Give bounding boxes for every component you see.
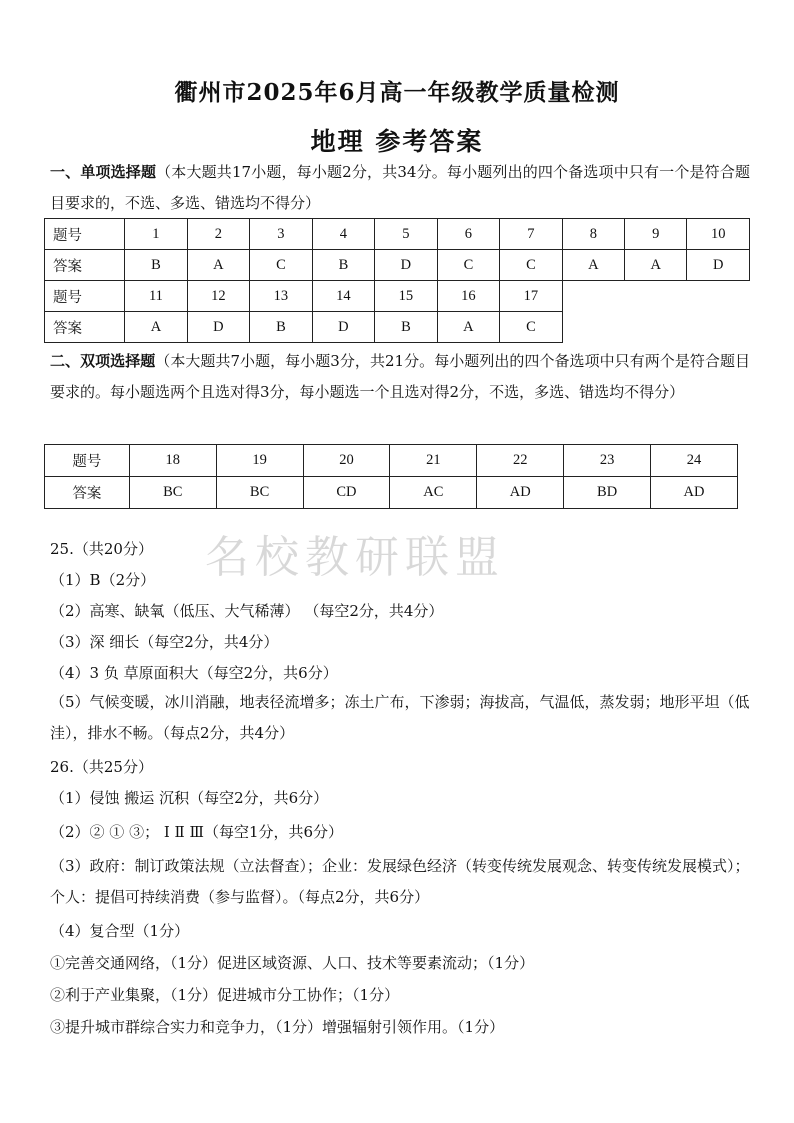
- question-number: 6: [437, 219, 500, 250]
- section1-description: （本大题共17小题，每小题2分，共34分。每小题列出的四个备选项中只有一个是符合题目要求的，不选、多选、错选均不得分）: [50, 163, 750, 212]
- answer-cell: C: [250, 250, 313, 281]
- question-number: 12: [187, 281, 250, 312]
- section1-heading: 一、单项选择题: [50, 163, 157, 181]
- table-row: [45, 250, 750, 281]
- answer-cell: A: [625, 250, 687, 281]
- q25-answer-line: （3）深 细长（每空2分，共4分）: [50, 633, 279, 651]
- question-number: 8: [562, 219, 624, 250]
- empty-cell: [562, 281, 624, 312]
- answer-cell: A: [187, 250, 250, 281]
- question-number: 17: [500, 281, 563, 312]
- q26-answer-line: ②利于产业集聚，（1分）促进城市分工协作；（1分）: [50, 986, 400, 1004]
- question-number: 5: [375, 219, 438, 250]
- row-label-question: 题号: [45, 445, 130, 477]
- q25-answer-line: （4）3 负 草原面积大（每空2分，共6分）: [50, 664, 338, 682]
- question-number: 19: [216, 445, 303, 477]
- question-number: 23: [564, 445, 651, 477]
- answer-cell: C: [500, 250, 563, 281]
- answer-cell: AC: [390, 477, 477, 509]
- single-choice-answer-table: [44, 218, 750, 343]
- question-number: 3: [250, 219, 313, 250]
- question-number: 7: [500, 219, 563, 250]
- document-title: 衢州市2025年6月高一年级教学质量检测: [174, 79, 620, 106]
- q25-heading: 25.（共20分）: [50, 540, 153, 558]
- section2-intro: [50, 346, 750, 408]
- q26-answer-line: ③提升城市群综合实力和竞争力，（1分）增强辐射引领作用。（1分）: [50, 1018, 505, 1036]
- answer-cell: B: [250, 312, 313, 343]
- table-row: [45, 312, 750, 343]
- answer-cell: B: [375, 312, 438, 343]
- question-number: 11: [125, 281, 187, 312]
- section2-description: （本大题共7小题，每小题3分，共21分。每小题列出的四个备选项中只有两个是符合题目要求的。每小题选两个且选对得3分，每小题选一个且选对得2分，不选，多选、错选均不得分）: [50, 352, 750, 401]
- question-number: 18: [129, 445, 216, 477]
- empty-cell: [562, 312, 624, 343]
- double-choice-answer-table: [44, 444, 738, 509]
- answer-cell: A: [437, 312, 500, 343]
- answer-cell: C: [437, 250, 500, 281]
- answer-cell: AD: [477, 477, 564, 509]
- question-number: 20: [303, 445, 390, 477]
- q25-answer-line: （1）B（2分）: [50, 571, 156, 589]
- q26-answer-line: ①完善交通网络，（1分）促进区域资源、人口、技术等要素流动；（1分）: [50, 954, 535, 972]
- table-row: [45, 219, 750, 250]
- row-label-question: 题号: [45, 219, 125, 250]
- q26-answer-line: （4）复合型（1分）: [50, 922, 190, 940]
- empty-cell: [687, 312, 750, 343]
- empty-cell: [687, 281, 750, 312]
- question-number: 2: [187, 219, 250, 250]
- answer-cell: D: [375, 250, 438, 281]
- question-number: 24: [651, 445, 738, 477]
- section2-heading: 二、双项选择题: [50, 352, 156, 370]
- question-number: 14: [312, 281, 375, 312]
- question-number: 15: [375, 281, 438, 312]
- question-number: 4: [312, 219, 375, 250]
- watermark: 名校教研联盟: [205, 532, 505, 583]
- answer-cell: C: [500, 312, 563, 343]
- answer-cell: CD: [303, 477, 390, 509]
- answer-cell: D: [312, 312, 375, 343]
- answer-cell: D: [687, 250, 750, 281]
- q25-answer-line: （2）高寒、缺氧（低压、大气稀薄） （每空2分，共4分）: [50, 602, 444, 620]
- answer-cell: B: [125, 250, 187, 281]
- row-label-answer: 答案: [45, 477, 130, 509]
- question-number: 13: [250, 281, 313, 312]
- empty-cell: [625, 312, 687, 343]
- q26-answer-line: （2）② ① ③； Ⅰ Ⅱ Ⅲ（每空1分，共6分）: [50, 823, 344, 841]
- question-number: 16: [437, 281, 500, 312]
- q26-heading: 26.（共25分）: [50, 758, 153, 776]
- table-row: [45, 477, 738, 509]
- answer-cell: BC: [129, 477, 216, 509]
- answer-cell: A: [125, 312, 187, 343]
- answer-cell: D: [187, 312, 250, 343]
- answer-cell: A: [562, 250, 624, 281]
- question-number: 21: [390, 445, 477, 477]
- question-number: 9: [625, 219, 687, 250]
- empty-cell: [625, 281, 687, 312]
- row-label-answer: 答案: [45, 312, 125, 343]
- document-subtitle: 地理 参考答案: [310, 127, 484, 156]
- section1-intro: [50, 157, 750, 219]
- row-label-question: 题号: [45, 281, 125, 312]
- answer-cell: BC: [216, 477, 303, 509]
- question-number: 1: [125, 219, 187, 250]
- answer-cell: AD: [651, 477, 738, 509]
- question-number: 22: [477, 445, 564, 477]
- q26-answer-line: （3）政府：制订政策法规（立法督查）；企业：发展绿色经济（转变传统发展观念、转变传统发展模式）；个人：提倡可持续消费（参与监督）。（每点2分，共6分）: [50, 857, 750, 906]
- answer-cell: BD: [564, 477, 651, 509]
- answer-cell: B: [312, 250, 375, 281]
- q25-answer-line: （5）气候变暖，冰川消融，地表径流增多；冻土广布，下渗弱；海拔高，气温低，蒸发弱；地形平坦（低洼），排水不畅。（每点2分，共4分）: [50, 693, 750, 742]
- table-row: [45, 445, 738, 477]
- q26-answer-line: （1）侵蚀 搬运 沉积（每空2分，共6分）: [50, 789, 329, 807]
- table-row: [45, 281, 750, 312]
- row-label-answer: 答案: [45, 250, 125, 281]
- question-number: 10: [687, 219, 750, 250]
